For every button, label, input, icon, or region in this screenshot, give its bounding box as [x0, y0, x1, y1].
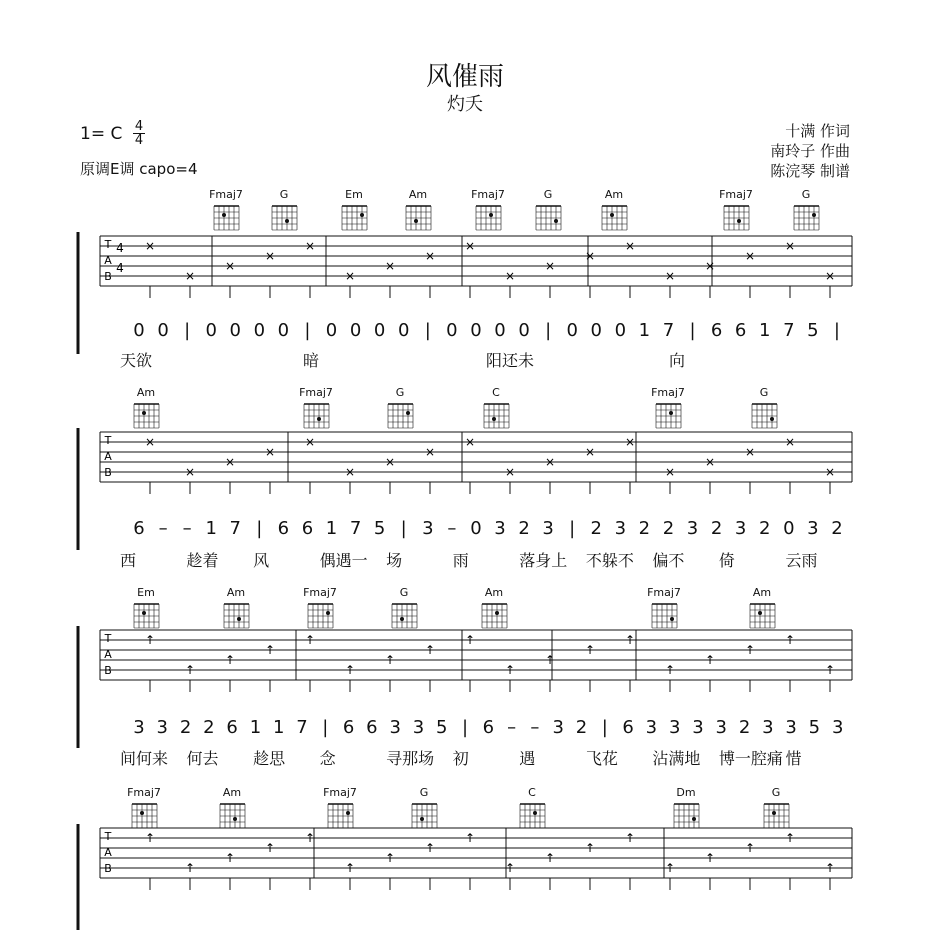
chord-name: Fmaj7 — [323, 786, 357, 799]
note-head: ↑ — [504, 663, 516, 677]
notation-note: 6 — [301, 518, 314, 539]
chord-name: G — [279, 188, 289, 201]
chord-dot — [317, 417, 321, 421]
note-head: ↑ — [184, 663, 196, 677]
notation-barline: | — [601, 717, 608, 738]
note-head: ↑ — [624, 831, 636, 845]
lyric-word: 风 — [253, 551, 270, 570]
tab-letter: T — [104, 238, 112, 251]
chord-dot — [554, 219, 558, 223]
chord-dot — [414, 219, 418, 223]
chord-dot — [140, 811, 144, 815]
chord-name: Fmaj7 — [471, 188, 505, 201]
chord-name: Em — [137, 586, 155, 599]
notation-note: 3 — [762, 717, 774, 738]
chord-name: Fmaj7 — [127, 786, 161, 799]
note-head: ↑ — [704, 851, 716, 865]
lyric-word: 暗 — [303, 351, 320, 370]
chord-name: Fmaj7 — [719, 188, 753, 201]
notation-note: 0 — [157, 320, 169, 341]
chord-dot — [489, 213, 493, 217]
notation-note: 0 — [253, 320, 266, 341]
tab-letter: B — [104, 664, 112, 677]
notation-note: 3 — [494, 518, 506, 539]
lyric-word: 雨 — [452, 551, 469, 570]
chord-name: Fmaj7 — [303, 586, 337, 599]
notation-note: 0 — [566, 320, 578, 341]
note-head: × — [224, 455, 236, 469]
note-head: × — [344, 465, 356, 479]
note-head: × — [824, 269, 836, 283]
notation-note: – — [530, 717, 540, 738]
notation-barline: | — [184, 320, 191, 341]
note-head: × — [664, 269, 676, 283]
note-head: ↑ — [544, 851, 556, 865]
note-head: × — [584, 445, 596, 459]
lyric-word: 遇 — [519, 749, 536, 768]
lyric-word: 阳还未 — [486, 351, 535, 370]
notation-note: 6 — [226, 717, 238, 738]
chord-dot — [533, 811, 537, 815]
notation-note: 6 — [622, 717, 634, 738]
song-title: 风催雨 — [425, 62, 504, 92]
note-head: ↑ — [464, 831, 476, 845]
note-head: ↑ — [784, 633, 796, 647]
notation-note: 2 — [738, 717, 751, 738]
note-head: ↑ — [744, 841, 756, 855]
notation-barline: | — [424, 320, 431, 341]
chord-name: Dm — [676, 786, 696, 799]
notation-note: 2 — [203, 717, 215, 738]
note-head: × — [184, 465, 196, 479]
notation-note: 3 — [156, 717, 168, 738]
tab-letter: T — [104, 632, 112, 645]
notation-barline: | — [833, 320, 840, 341]
notation-barline: | — [400, 518, 407, 539]
lyric-word: 不躲不 — [585, 551, 634, 570]
note-head: × — [264, 445, 276, 459]
notation-note: 3 — [831, 717, 844, 738]
chord-name: Fmaj7 — [299, 386, 333, 399]
notation-note: – — [158, 518, 168, 539]
notation-note: 0 — [397, 320, 410, 341]
notation-barline: | — [689, 320, 696, 341]
lyric-word: 间何来 — [120, 749, 169, 768]
notation-note: 0 — [373, 320, 386, 341]
notation-note: 0 — [494, 320, 506, 341]
lyric-word: 偏不 — [652, 551, 685, 570]
note-head: × — [224, 259, 236, 273]
note-head: × — [264, 249, 276, 263]
arranger-credit: 陈浣琴 制谱 — [770, 162, 850, 180]
note-head: × — [824, 465, 836, 479]
lyric-word: 倚 — [718, 551, 735, 570]
note-head: × — [144, 239, 156, 253]
composer-credit: 南玲子 作曲 — [770, 142, 850, 160]
lyric-word: 博一腔痛 — [718, 749, 783, 768]
note-head: × — [424, 445, 436, 459]
chord-name: Em — [345, 188, 363, 201]
lyric-word: 初 — [452, 749, 469, 768]
notation-note: 3 — [552, 717, 564, 738]
note-head: × — [464, 239, 476, 253]
time-top: 4 — [134, 119, 144, 134]
tab-letter: T — [104, 830, 112, 843]
note-head: × — [744, 445, 756, 459]
notation-note: 5 — [436, 717, 448, 738]
chord-dot — [400, 617, 404, 621]
chord-name: G — [395, 386, 405, 399]
chord-name: Am — [604, 188, 624, 201]
chord-name: Fmaj7 — [209, 188, 243, 201]
note-head: ↑ — [304, 831, 316, 845]
note-head: × — [784, 239, 796, 253]
tab-letter: A — [104, 450, 112, 463]
lyric-word: 向 — [669, 351, 686, 370]
notation-note: – — [507, 717, 517, 738]
notation-note: 5 — [373, 518, 386, 539]
notation-note: 5 — [807, 320, 819, 341]
notation-note: 6 — [366, 717, 378, 738]
note-head: × — [704, 455, 716, 469]
chord-dot — [142, 411, 146, 415]
notation-note: 0 — [277, 320, 290, 341]
lyric-word: 趁思 — [253, 749, 286, 768]
artist-name: 灼夭 — [447, 94, 483, 115]
notation-note: 2 — [710, 518, 723, 539]
chord-dot — [692, 817, 696, 821]
note-head: ↑ — [624, 633, 636, 647]
chord-dot — [758, 611, 762, 615]
notation-note: 6 — [710, 320, 723, 341]
note-head: ↑ — [344, 663, 356, 677]
tab-letter: A — [104, 648, 112, 661]
chord-dot — [285, 219, 289, 223]
note-head: ↑ — [664, 861, 676, 875]
chord-dot — [233, 817, 237, 821]
note-head: ↑ — [224, 653, 236, 667]
notation-note: 2 — [590, 518, 602, 539]
lyric-word: 何去 — [186, 749, 219, 768]
chord-dot — [406, 411, 410, 415]
note-head: × — [664, 465, 676, 479]
note-head: ↑ — [584, 841, 596, 855]
note-head: ↑ — [184, 861, 196, 875]
note-head: × — [744, 249, 756, 263]
notation-note: 1 — [273, 717, 285, 738]
chord-dot — [770, 417, 774, 421]
note-head: ↑ — [384, 653, 396, 667]
lyric-word: 天欲 — [120, 351, 153, 370]
lyric-word: 寻那场 — [386, 749, 435, 768]
notation-note: 6 — [133, 518, 145, 539]
notation-barline: | — [569, 518, 576, 539]
notation-note: 1 — [205, 518, 217, 539]
note-head: × — [184, 269, 196, 283]
note-head: × — [624, 239, 636, 253]
note-head: ↑ — [584, 643, 596, 657]
lyric-word: 场 — [386, 551, 403, 570]
chord-name: G — [801, 188, 811, 201]
notation-note: – — [447, 518, 457, 539]
notation-note: 0 — [133, 320, 145, 341]
notation-note: – — [182, 518, 192, 539]
lyric-word: 念 — [319, 749, 336, 768]
chord-name: Am — [408, 188, 428, 201]
time-bottom: 4 — [134, 133, 144, 148]
note-head: ↑ — [144, 831, 156, 845]
notation-note: 6 — [277, 518, 290, 539]
notation-barline: | — [322, 717, 329, 738]
note-head: ↑ — [664, 663, 676, 677]
notation-note: 2 — [831, 518, 843, 539]
chord-name: Am — [752, 586, 772, 599]
lyric-word: 趁着 — [186, 551, 219, 570]
chord-name: G — [419, 786, 429, 799]
chord-dot — [346, 811, 350, 815]
notation-note: 0 — [349, 320, 362, 341]
note-head: × — [464, 435, 476, 449]
notation-barline: | — [256, 518, 263, 539]
lyric-word: 偶遇一 — [319, 551, 368, 570]
notation-note: 3 — [133, 717, 145, 738]
notation-note: 2 — [638, 518, 651, 539]
notation-note: 6 — [482, 717, 495, 738]
note-head: ↑ — [464, 633, 476, 647]
notation-note: 3 — [692, 717, 704, 738]
note-head: × — [584, 249, 596, 263]
original-key: 原调E调 capo=4 — [80, 160, 198, 178]
tab-letter: B — [104, 862, 112, 875]
notation-note: 1 — [325, 518, 338, 539]
notation-note: 6 — [734, 320, 747, 341]
chord-name: Am — [136, 386, 156, 399]
note-head: ↑ — [424, 841, 436, 855]
chord-name: C — [492, 386, 500, 399]
note-head: × — [784, 435, 796, 449]
notation-note: 2 — [758, 518, 771, 539]
notation-note: 2 — [179, 717, 192, 738]
notation-note: 0 — [470, 518, 482, 539]
tab-time-top: 4 — [116, 241, 124, 255]
notation-note: 7 — [296, 717, 308, 738]
note-head: ↑ — [264, 643, 276, 657]
chord-dot — [610, 213, 614, 217]
chord-dot — [142, 611, 146, 615]
chord-dot — [326, 611, 330, 615]
notation-note: 3 — [715, 717, 727, 738]
tab-letter: B — [104, 466, 112, 479]
notation-note: 1 — [758, 320, 771, 341]
note-head: × — [544, 455, 556, 469]
note-head: ↑ — [504, 861, 516, 875]
notation-note: 7 — [783, 320, 795, 341]
lyricist-credit: 十满 作词 — [785, 122, 850, 140]
notation-note: 0 — [614, 320, 627, 341]
notation-note: 2 — [575, 717, 588, 738]
tab-letter: T — [104, 434, 112, 447]
notation-barline: | — [304, 320, 311, 341]
tab-letter: B — [104, 270, 112, 283]
lyric-word: 云雨 — [785, 551, 818, 570]
notation-note: 3 — [542, 518, 554, 539]
notation-note: 7 — [662, 320, 675, 341]
chord-dot — [237, 617, 241, 621]
notation-note: 1 — [249, 717, 262, 738]
notation-note: 1 — [638, 320, 651, 341]
note-head: × — [384, 259, 396, 273]
tab-letter: A — [104, 846, 112, 859]
note-head: ↑ — [304, 633, 316, 647]
notation-barline: | — [462, 717, 469, 738]
notation-note: 5 — [808, 717, 821, 738]
chord-dot — [669, 411, 673, 415]
chord-dot — [495, 611, 499, 615]
chord-dot — [222, 213, 226, 217]
lyric-word: 惜 — [785, 749, 802, 768]
notation-note: 2 — [662, 518, 675, 539]
chord-name: Fmaj7 — [651, 386, 685, 399]
note-head: × — [384, 455, 396, 469]
note-head: × — [704, 259, 716, 273]
note-head: × — [304, 239, 316, 253]
chord-dot — [812, 213, 816, 217]
notation-note: 0 — [205, 320, 217, 341]
notation-note: 0 — [325, 320, 338, 341]
lyric-word: 沾满地 — [652, 749, 701, 768]
chord-dot — [360, 213, 364, 217]
lyric-word: 飞花 — [585, 749, 618, 768]
chord-name: Fmaj7 — [647, 586, 681, 599]
note-head: ↑ — [704, 653, 716, 667]
lyric-word: 落身上 — [519, 551, 568, 570]
note-head: ↑ — [744, 643, 756, 657]
notation-note: 0 — [518, 320, 530, 341]
notation-note: 3 — [422, 518, 434, 539]
chord-dot — [492, 417, 496, 421]
tab-letter: A — [104, 254, 112, 267]
note-head: × — [304, 435, 316, 449]
notation-note: 3 — [645, 717, 658, 738]
note-head: × — [344, 269, 356, 283]
notation-note: 7 — [229, 518, 241, 539]
notation-note: 3 — [614, 518, 627, 539]
note-head: × — [424, 249, 436, 263]
chord-name: Am — [226, 586, 246, 599]
note-head: ↑ — [784, 831, 796, 845]
chord-name: Am — [484, 586, 504, 599]
notation-note: 3 — [668, 717, 681, 738]
note-head: ↑ — [544, 653, 556, 667]
chord-name: Am — [222, 786, 242, 799]
notation-note: 0 — [470, 320, 482, 341]
note-head: × — [504, 269, 516, 283]
chord-dot — [670, 617, 674, 621]
chord-dot — [737, 219, 741, 223]
notation-note: 2 — [518, 518, 530, 539]
key-signature: 1= C — [80, 124, 123, 144]
note-head: × — [544, 259, 556, 273]
notation-note: 3 — [807, 518, 819, 539]
chord-dot — [420, 817, 424, 821]
note-head: ↑ — [824, 861, 836, 875]
chord-name: G — [759, 386, 769, 399]
note-head: × — [144, 435, 156, 449]
note-head: ↑ — [224, 851, 236, 865]
chord-name: G — [771, 786, 781, 799]
notation-note: 3 — [734, 518, 747, 539]
notation-note: 3 — [389, 717, 401, 738]
notation-barline: | — [545, 320, 552, 341]
lyric-word: 西 — [120, 551, 137, 570]
chord-name: G — [543, 188, 553, 201]
note-head: ↑ — [384, 851, 396, 865]
note-head: × — [624, 435, 636, 449]
notation-note: 0 — [590, 320, 602, 341]
notation-note: 0 — [446, 320, 458, 341]
chord-name: C — [528, 786, 536, 799]
notation-note: 7 — [349, 518, 362, 539]
notation-note: 0 — [229, 320, 241, 341]
note-head: ↑ — [344, 861, 356, 875]
notation-note: 3 — [412, 717, 425, 738]
note-head: ↑ — [264, 841, 276, 855]
chord-name: G — [399, 586, 409, 599]
notation-note: 0 — [783, 518, 795, 539]
notation-note: 3 — [785, 717, 797, 738]
note-head: ↑ — [824, 663, 836, 677]
notation-note: 3 — [686, 518, 699, 539]
note-head: ↑ — [424, 643, 436, 657]
note-head: × — [504, 465, 516, 479]
chord-dot — [772, 811, 776, 815]
tab-time-bottom: 4 — [116, 261, 124, 275]
note-head: ↑ — [144, 633, 156, 647]
notation-note: 6 — [342, 717, 355, 738]
